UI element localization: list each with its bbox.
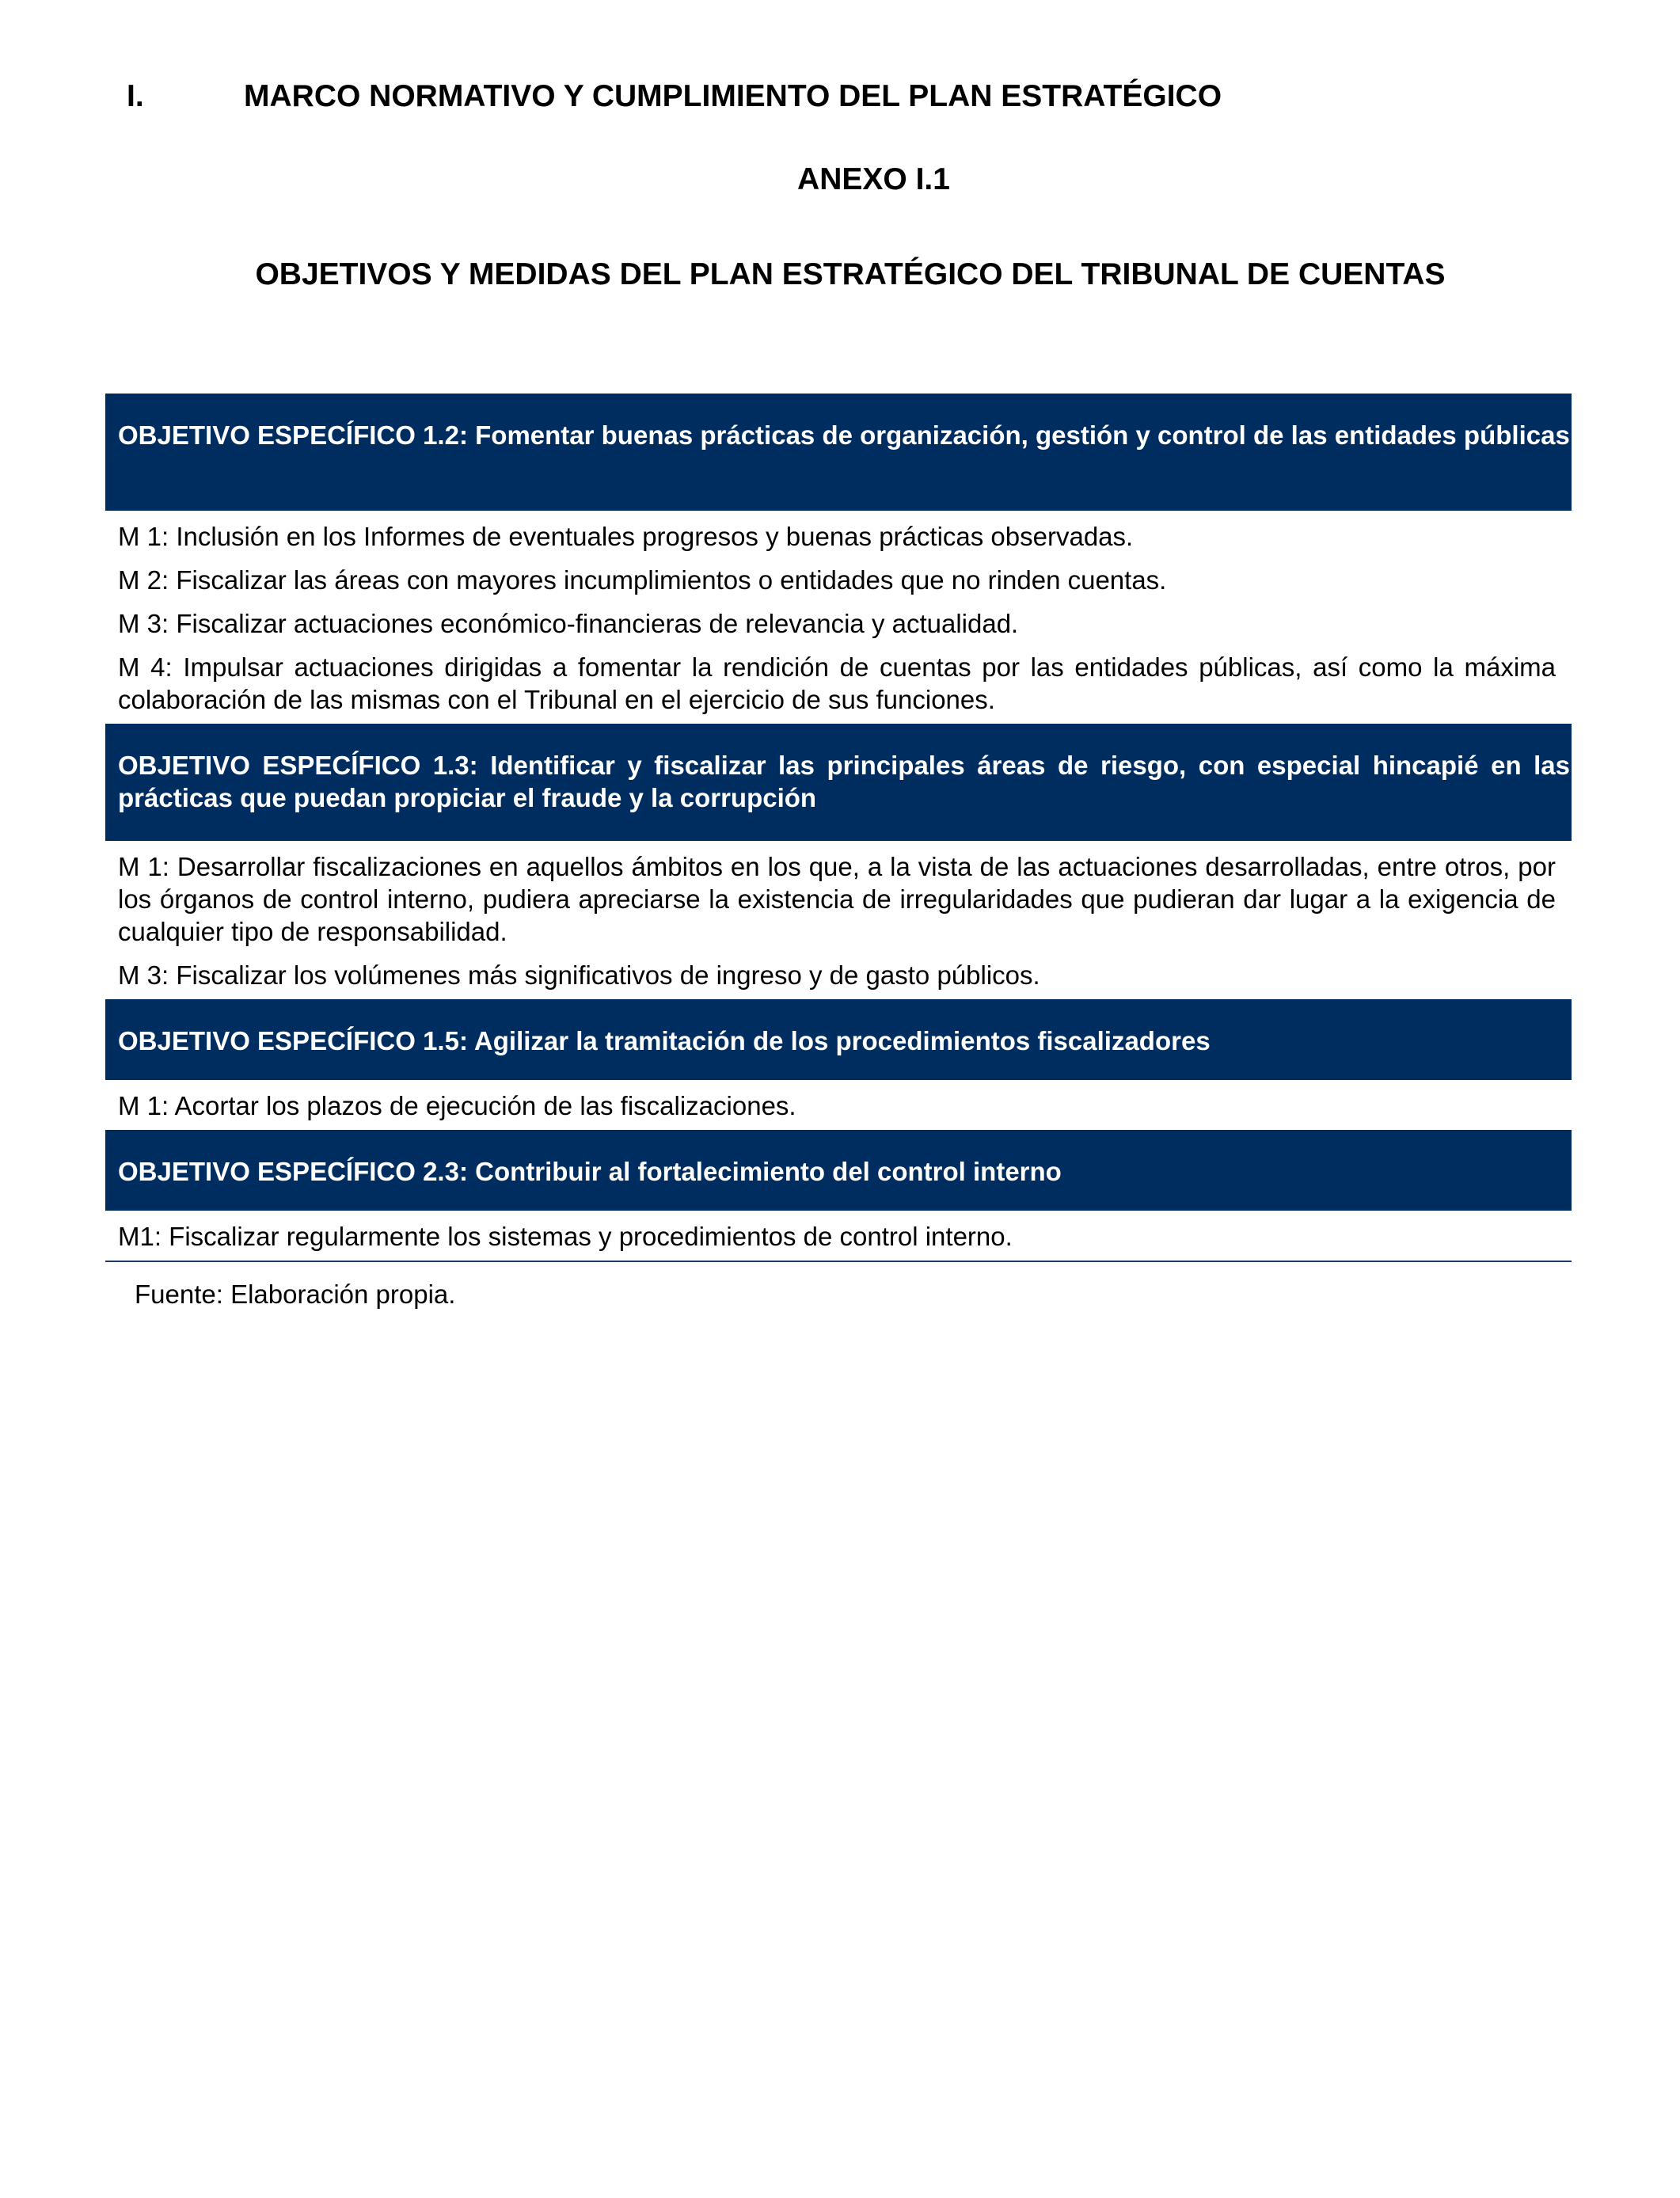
objective-label: OBJETIVO ESPECÍFICO 1.3: — [118, 751, 478, 780]
objective-label: OBJETIVO ESPECÍFICO 1.5: — [118, 1026, 468, 1055]
page-subtitle: OBJETIVOS Y MEDIDAS DEL PLAN ESTRATÉGICO DEL TRIBUNAL DE CUENTAS — [255, 257, 1446, 291]
objective-text: Identificar y fiscalizar las principales áreas de riesgo, con especial hincapié en las prácticas que puedan propiciar el fraude y la corrupción — [118, 751, 1570, 812]
section-title: MARCO NORMATIVO Y CUMPLIMIENTO DEL PLAN ESTRATÉGICO — [244, 79, 1222, 113]
objective-label: OBJETIVO ESPECÍFICO 2.3: — [118, 1157, 468, 1186]
measure-item: M 1: Acortar los plazos de ejecución de las fiscalizaciones. — [118, 1091, 796, 1120]
objective-text: Fomentar buenas prácticas de organización, gestión y control de las entidades públicas — [475, 420, 1570, 450]
measure-item: M 4: Impulsar actuaciones dirigidas a fomentar la rendición de cuentas por las entidades públicas, así como la máxima colaboración de las mismas con el Tribunal en el ejercicio de sus funciones. — [118, 652, 1556, 714]
measure-item: M 1: Desarrollar fiscalizaciones en aquellos ámbitos en los que, a la vista de las actuaciones desarrolladas, entre otros, por los órganos de control interno, pudiera apreciarse la existencia de irregularidades que pudieran dar lugar a la exigencia de cualquier tipo de responsabilidad. — [118, 852, 1556, 946]
section-number: I. — [127, 79, 144, 113]
source-note: Fuente: Elaboración propia. — [135, 1280, 456, 1309]
measure-item: M 2: Fiscalizar las áreas con mayores incumplimientos o entidades que no rinden cuentas. — [118, 565, 1167, 595]
objective-header — [105, 1130, 1572, 1211]
measure-item: M 3: Fiscalizar actuaciones económico-financieras de relevancia y actualidad. — [118, 609, 1019, 638]
objectives-table — [105, 394, 1572, 1262]
measure-item: M1: Fiscalizar regularmente los sistemas y procedimientos de control interno. — [118, 1222, 1013, 1251]
objective-header — [105, 999, 1572, 1080]
objective-text: Agilizar la tramitación de los procedimientos fiscalizadores — [473, 1026, 1211, 1055]
objective-text: Contribuir al fortalecimiento del control interno — [475, 1157, 1062, 1186]
measures-list — [105, 1211, 1572, 1261]
annex-title: ANEXO I.1 — [797, 162, 950, 196]
measures-list — [105, 511, 1572, 724]
objective-label: OBJETIVO ESPECÍFICO 1.2: — [118, 420, 468, 450]
section-heading — [127, 79, 1222, 114]
measure-item: M 3: Fiscalizar los volúmenes más significativos de ingreso y de gasto públicos. — [118, 960, 1040, 990]
measures-list — [105, 841, 1572, 999]
objective-header — [105, 394, 1572, 511]
objective-header — [105, 724, 1572, 841]
measures-list — [105, 1080, 1572, 1130]
measure-item: M 1: Inclusión en los Informes de eventuales progresos y buenas prácticas observadas. — [118, 522, 1134, 551]
